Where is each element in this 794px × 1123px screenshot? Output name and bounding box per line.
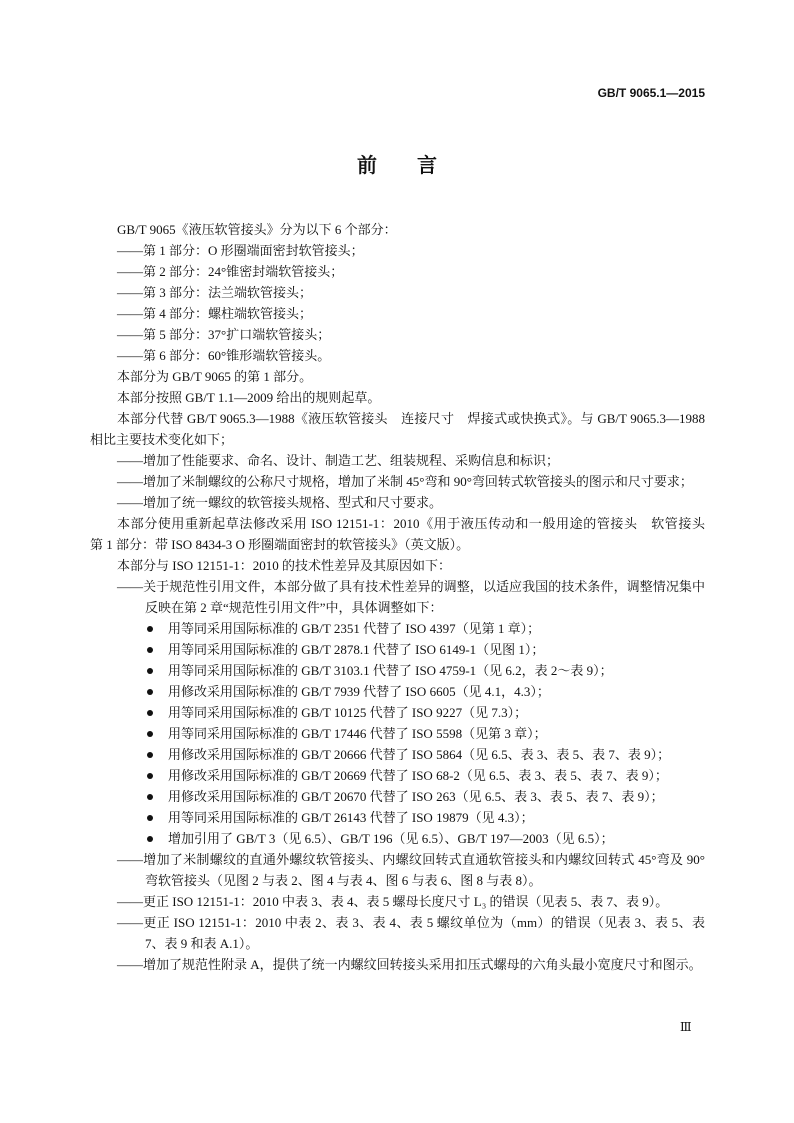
part-list-item: ——第 6 部分：60°锥形端软管接头。: [117, 348, 331, 363]
main-change-item: ——增加了米制螺纹的公称尺寸规格，增加了米制 45°弯和 90°弯回转式软管接头的图示和尺寸要求；: [117, 474, 693, 489]
reference-adjustment-item: [90, 639, 705, 660]
reference-adjustment-text: 用等同采用国际标准的 GB/T 26143 代替了 ISO 19879（见 4.3）；: [168, 810, 534, 825]
reference-adjustment-text: 用修改采用国际标准的 GB/T 20666 代替了 ISO 5864（见 6.5、表 3、表 5、表 7、表 9）；: [168, 747, 671, 762]
reference-adjustment-item: [90, 618, 705, 639]
foreword-body: [90, 219, 719, 975]
part-statement-paragraph: 本部分为 GB/T 9065 的第 1 部分。: [117, 369, 313, 384]
reference-adjustment-text: 用等同采用国际标准的 GB/T 17446 代替了 ISO 5598（见第 3 章）；: [168, 726, 547, 741]
reference-adjustment-item: [90, 786, 705, 807]
bullet-icon: [147, 836, 153, 842]
difference-item: ——增加了规范性附录 A，提供了统一内螺纹回转接头采用扣压式螺母的六角头最小宽度尺寸和图示。: [117, 957, 702, 972]
reference-adjustment-text: 用修改采用国际标准的 GB/T 20670 代替了 ISO 263（见 6.5、表 3、表 5、表 7、表 9）；: [168, 789, 664, 804]
standard-code-header: GB/T 9065.1—2015: [597, 86, 705, 100]
reference-adjustment-item: [90, 723, 705, 744]
reference-adjustment-item: [90, 744, 705, 765]
intro-paragraph: GB/T 9065《液压软管接头》分为以下 6 个部分：: [117, 222, 397, 237]
bullet-icon: [147, 710, 153, 716]
part-list-item: ——第 5 部分：37°扩口端软管接头；: [117, 327, 331, 342]
reference-adjustment-item: [90, 681, 705, 702]
bullet-icon: [147, 689, 153, 695]
page-number: Ⅲ: [680, 1020, 692, 1034]
part-list-item: ——第 1 部分：O 形圈端面密封软管接头；: [117, 243, 364, 258]
difference-item: ——更正 ISO 12151-1：2010 中表 3、表 4、表 5 螺母长度尺寸 L₃ 的错误（见表 5、表 7、表 9）。: [117, 894, 669, 909]
differences-intro-paragraph: 本部分与 ISO 12151-1：2010 的技术性差异及其原因如下：: [117, 558, 452, 573]
reference-adjustment-text: 用等同采用国际标准的 GB/T 2878.1 代替了 ISO 6149-1（见图 1）；: [168, 642, 545, 657]
difference-item: ——增加了米制螺纹的直通外螺纹软管接头、内螺纹回转式直通软管接头和内螺纹回转式 45°弯及 90°弯软管接头（见图 2 与表 2、图 4 与表 4、图 6 与表 6、图 8 与表 8）。: [117, 852, 705, 888]
reference-adjustment-text: 用等同采用国际标准的 GB/T 3103.1 代替了 ISO 4759-1（见 6.2，表 2～表 9）；: [168, 663, 613, 678]
page-title: 前 言: [357, 153, 437, 177]
reference-adjustment-item: [90, 660, 705, 681]
reference-adjustment-text: 用修改采用国际标准的 GB/T 20669 代替了 ISO 68-2（见 6.5、表 3、表 5、表 7、表 9）；: [168, 768, 668, 783]
reference-adjustment-item: [90, 702, 705, 723]
part-list-item: ——第 2 部分：24°锥密封端软管接头；: [117, 264, 344, 279]
replacement-paragraph: 本部分代替 GB/T 9065.3—1988《液压软管接头 连接尺寸 焊接式或快换式》。与 GB/T 9065.3—1988 相比主要技术变化如下；: [90, 411, 705, 447]
reference-adjustment-text: 用等同采用国际标准的 GB/T 2351 代替了 ISO 4397（见第 1 章）；: [168, 621, 541, 636]
bullet-icon: [147, 815, 153, 821]
bullet-icon: [147, 647, 153, 653]
main-change-item: ——增加了统一螺纹的软管接头规格、型式和尺寸要求。: [117, 495, 443, 510]
reference-adjustment-item: [90, 765, 705, 786]
part-list-item: ——第 3 部分：法兰端软管接头；: [117, 285, 313, 300]
normative-references-item: ——关于规范性引用文件，本部分做了具有技术性差异的调整，以适应我国的技术条件，调整情况集中反映在第 2 章“规范性引用文件”中，具体调整如下：: [117, 579, 705, 615]
main-change-item: ——增加了性能要求、命名、设计、制造工艺、组装规程、采购信息和标识；: [117, 453, 560, 468]
reference-adjustment-list: [90, 618, 705, 849]
bullet-icon: [147, 731, 153, 737]
adoption-paragraph: 本部分使用重新起草法修改采用 ISO 12151-1：2010《用于液压传动和一般用途的管接头 软管接头 第 1 部分：带 ISO 8434-3 O 形圈端面密封的软管接头》（英文版）。: [90, 516, 719, 552]
bullet-icon: [147, 626, 153, 632]
reference-adjustment-text: 增加引用了 GB/T 3（见 6.5）、GB/T 196（见 6.5）、GB/T 197—2003（见 6.5）；: [168, 831, 614, 846]
drafting-rule-paragraph: 本部分按照 GB/T 1.1—2009 给出的规则起草。: [117, 390, 381, 405]
bullet-icon: [147, 752, 153, 758]
bullet-icon: [147, 773, 153, 779]
part-list-item: ——第 4 部分：螺柱端软管接头；: [117, 306, 313, 321]
bullet-icon: [147, 668, 153, 674]
reference-adjustment-text: 用等同采用国际标准的 GB/T 10125 代替了 ISO 9227（见 7.3）；: [168, 705, 528, 720]
bullet-icon: [147, 794, 153, 800]
difference-item: ——更正 ISO 12151-1：2010 中表 2、表 3、表 4、表 5 螺纹单位为（mm）的错误（见表 3、表 5、表 7、表 9 和表 A.1）。: [117, 915, 705, 951]
reference-adjustment-item: [90, 828, 705, 849]
reference-adjustment-text: 用修改采用国际标准的 GB/T 7939 代替了 ISO 6605（见 4.1，4.3）；: [168, 684, 550, 699]
reference-adjustment-item: [90, 807, 705, 828]
